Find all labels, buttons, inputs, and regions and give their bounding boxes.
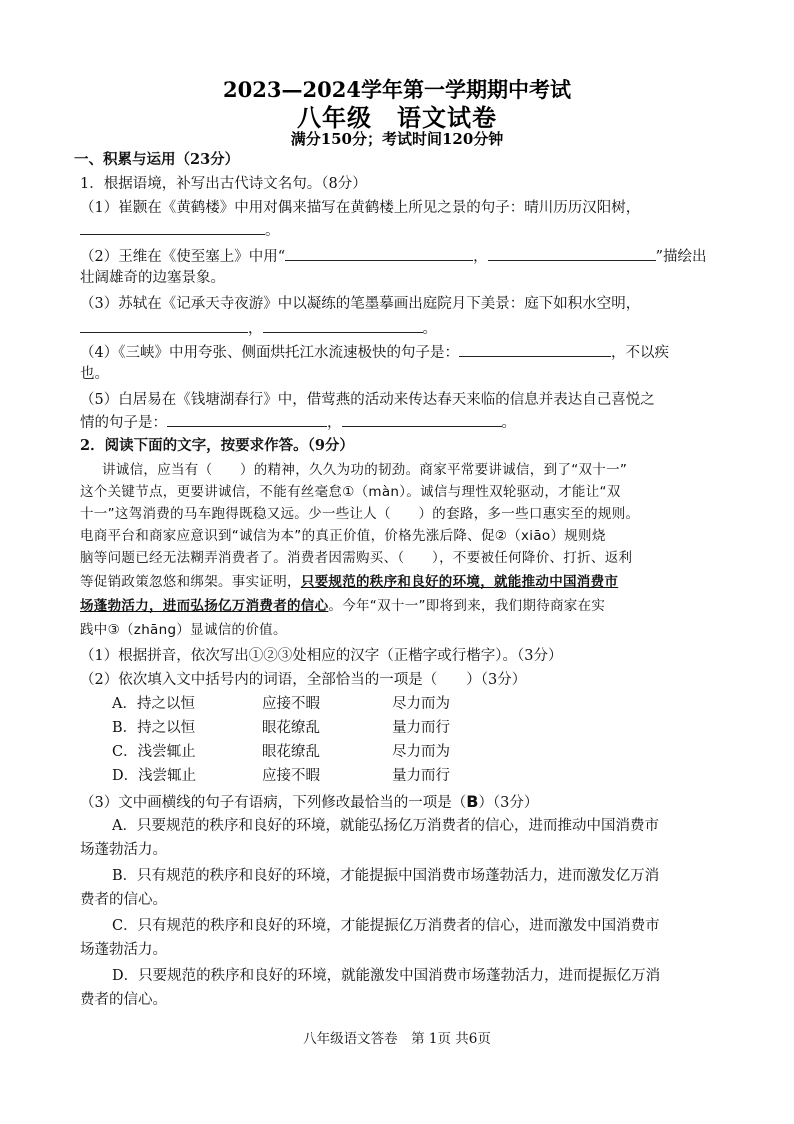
option-line: D．只要规范的秩序和良好的环境，就能激发中国消费市场蓬勃活力，进而提振亿万消 [112, 968, 661, 984]
passage-line: 十一”这驾消费的马车跑得既稳又远。少一些让人（ ）的套路，多一些口惠实至的规则。 [80, 506, 640, 522]
option-line: 费者的信心。 [80, 992, 167, 1008]
q1-part5-line2: 情的句子是： ， 。 [80, 412, 720, 433]
answer-blank[interactable] [263, 318, 423, 333]
option-line: A．只要规范的秩序和良好的环境，就能弘扬亿万消费者的信心，进而推动中国消费市 [112, 818, 659, 834]
q1-part2-line2: 壮阔雄奇的边塞景象。 [80, 270, 225, 286]
answer-blank[interactable] [80, 220, 265, 235]
answer-blank[interactable] [167, 412, 327, 427]
q2-sub3: （3）文中画横线的句子有语病，下列修改最恰当的一项是（B）（3分） [80, 792, 539, 811]
exam-title: 2023—2024学年第一学期期中考试 [223, 77, 571, 102]
q1-part5-line1: （5）白居易在《钱塘湖春行》中，借莺燕的活动来传达春天来临的信息并表达自己喜悦之 [80, 392, 655, 408]
option-line: B．只有规范的秩序和良好的环境，才能提振中国消费市场蓬勃活力，进而激发亿万消 [112, 868, 660, 884]
q1-part4-line2: 也。 [80, 366, 109, 382]
q2-sub2: （2）依次填入文中括号内的词语，全部恰当的一项是（ ）（3分） [80, 672, 527, 688]
q1-part4-line1: （4）《三峡》中用夸张、侧面烘托江水流速极快的句子是： ，不以疾 [80, 342, 720, 363]
passage-line: 讲诚信，应当有（ ）的精神，久久为功的韧劲。商家平常要讲诚信，到了“双十一” [102, 462, 628, 478]
option-line: 场蓬勃活力。 [80, 842, 167, 858]
exam-meta: 满分150分；考试时间120分钟 [290, 130, 504, 148]
page-footer: 八年级语文答卷 第 1页 共6页 [303, 1031, 491, 1047]
handwritten-answer: B [466, 792, 479, 811]
q1-stem: 1．根据语境，补写出古代诗文名句。（8分） [80, 176, 367, 192]
passage-line: 电商平台和商家应意识到“诚信为本”的真正价值，价格先涨后降、促②（xiāo）规则烧 [80, 528, 606, 544]
q1-part2-line1: （2）王维在《使至塞上》中用“ ， ”描绘出 [80, 246, 720, 267]
option-line: C．只有规范的秩序和良好的环境，才能提振亿万消费者的信心，进而激发中国消费市 [112, 918, 660, 934]
passage-line: 等促销政策忽悠和绑架。事实证明，只要规范的秩序和良好的环境，就能推动中国消费市 [80, 574, 619, 590]
q1-part1-line1: （1）崔颢在《黄鹤楼》中用对偶来描写在黄鹤楼上所见之景的句子：晴川历历汉阳树， [80, 200, 641, 216]
option-line: 费者的信心。 [80, 892, 167, 908]
answer-blank[interactable] [459, 342, 611, 357]
answer-blank[interactable] [285, 246, 473, 261]
q1-part3-line2: ， 。 [80, 318, 720, 339]
option-row: D．浅尝辄止 应接不暇 量力而行 [112, 768, 450, 784]
option-row: A．持之以恒 应接不暇 尽力而为 [112, 696, 450, 712]
answer-blank[interactable] [80, 318, 248, 333]
answer-blank[interactable] [488, 246, 656, 261]
option-row: B．持之以恒 眼花缭乱 量力而行 [112, 720, 450, 736]
answer-blank[interactable] [342, 412, 502, 427]
option-row: C．浅尝辄止 眼花缭乱 尽力而为 [112, 744, 450, 760]
passage-line: 践中③（zhāng）显诚信的价值。 [80, 622, 287, 638]
q2-stem: 2．阅读下面的文字，按要求作答。（9分） [80, 437, 354, 454]
option-line: 场蓬勃活力。 [80, 942, 167, 958]
passage-line: 脑等问题已经无法糊弄消费者了。消费者因需购买、（ ），不要被任何降价、打折、返利 [80, 550, 633, 566]
underlined-sentence: 场蓬勃活力，进而弘扬亿万消费者的信心 [80, 598, 329, 614]
section-heading: 一、积累与运用（23分） [74, 151, 240, 168]
underlined-sentence: 只要规范的秩序和良好的环境，就能推动中国消费市 [300, 574, 619, 590]
passage-line: 场蓬勃活力，进而弘扬亿万消费者的信心。今年“双十一”即将到来，我们期待商家在实 [80, 598, 606, 614]
q1-part3-line1: （3）苏轼在《记承天寺夜游》中以凝练的笔墨摹画出庭院月下美景：庭下如积水空明， [80, 296, 641, 312]
q2-sub1: （1）根据拼音，依次写出①②③处相应的汉字（正楷字或行楷字）。（3分） [80, 648, 563, 664]
passage-line: 这个关键节点，更要讲诚信，不能有丝毫怠①（màn）。诚信与理性双轮驱动，才能让“双 [80, 484, 621, 500]
exam-subtitle: 八年级 语文试卷 [297, 103, 497, 132]
q1-part1-line2: 。 [80, 220, 720, 241]
